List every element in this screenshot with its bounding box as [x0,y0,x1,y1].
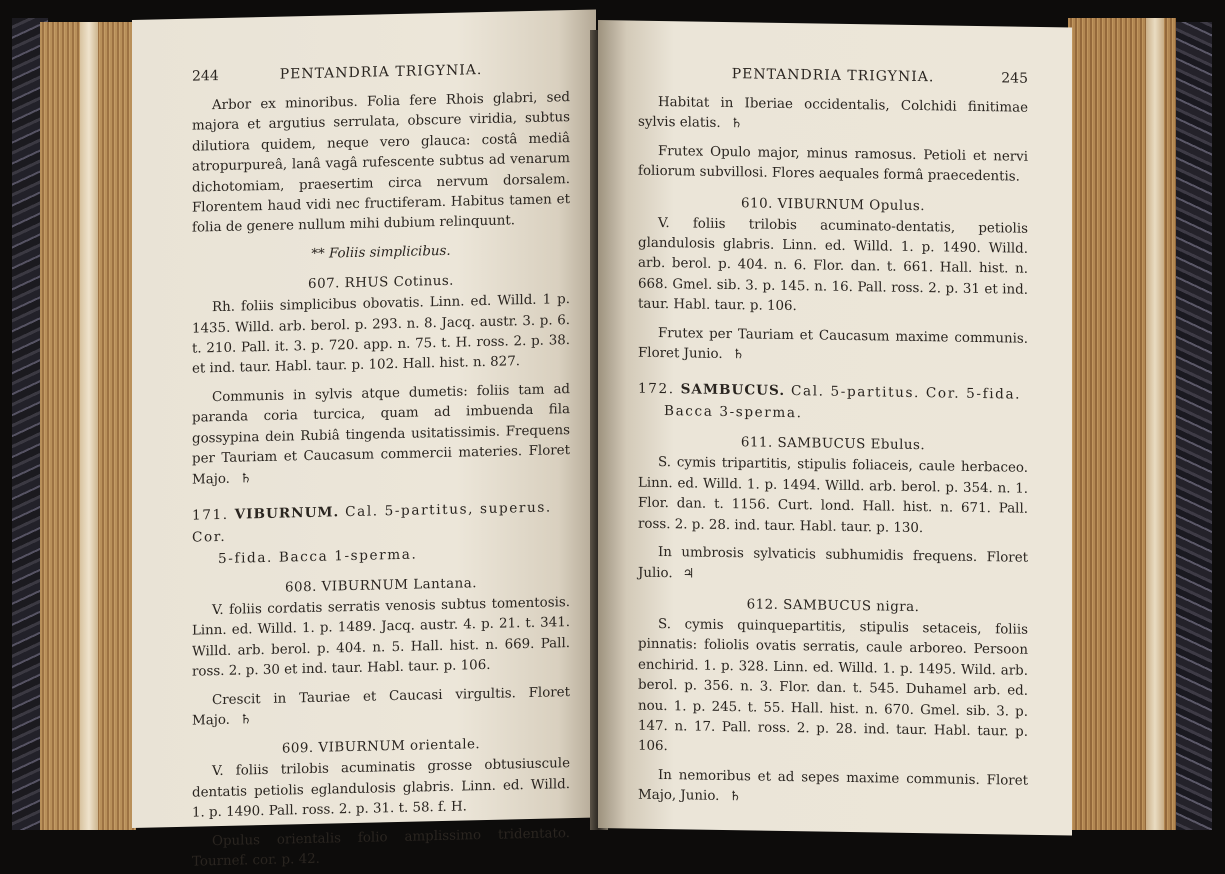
left-running-title: PENTANDRIA TRIGYNIA. [279,62,483,83]
right-page-number: 245 [1001,70,1028,87]
subsection-heading: ** Foliis simplicibus. [311,243,451,262]
entry-607-habitat: Communis in sylvis atque dumetis: foliis tam ad paranda coria turcica, quam ad imbuenda fila gossypina dein Rubiâ tingenda usitatissimis. Frequens per Tauriam et Caucasum commercii materies. Floret Majo. [192,381,570,488]
genus-viburnum [192,496,570,571]
entry-607-text: Rh. foliis simplicibus obovatis. Linn. ed. Willd. 1 p. 1435. Willd. arb. berol. p. 293. n. 8. Jacq. austr. 3. p. 6. t. 210. Pall. it. 3. p. 720. app. n. 75. t. H. ross. 2. p. 38. et ind. taur. Habl. taur. p. 102. Hall. hist. n. 827. [192,292,570,378]
right-intro-habitat: Habitat in Iberiae occidentalis, Colchidi finitimae sylvis elatis. [638,94,1028,132]
genus-viburnum-number: 171. [192,506,229,524]
genus-sambucus-number: 172. [638,381,675,398]
left-running-head [192,60,570,85]
perennial-symbol-icon: ♃ [682,565,695,582]
right-intro-description: Frutex Opulo major, minus ramosus. Petioli et nervi foliorum subvillosi. Flores aequales formâ praecedentis. [638,143,1028,185]
species-612-habitat: In nemoribus et ad sepes maxime communis. Floret Majo, Junio. [638,767,1028,805]
right-running-title: PENTANDRIA TRIGYNIA. [731,66,935,86]
species-610 [638,194,1028,370]
species-610-text: V. foliis trilobis acuminato-dentatis, petiolis glandulosis glabris. Linn. ed. Willd. 1. p. 1490. Willd. arb. berol. p. 404. n. 6. Flor. dan. t. 661. Hall. hist. n. 668. Gmel. sib. 3. p. 145. n. 16. Pall. ross. 2. p. 31 et ind. taur. Habl. taur. p. 106. [638,215,1028,315]
shrub-symbol-icon: ♄ [239,470,252,487]
species-608-text: V. foliis cordatis serratis venosis subtus tomentosis. Linn. ed. Willd. 1. p. 1489. Jacq. austr. 4. p. 21. t. 341. Willd. arb. berol. p. 404. n. 5. Hall. hist. n. 669. Pall. ross. 2. p. 30 et ind. taur. Habl. taur. p. 106. [192,594,570,680]
species-610-heading: 610. VIBURNUM Opulus. [741,195,925,214]
species-608-heading: 608. VIBURNUM Lantana. [285,576,477,596]
right-running-head [638,65,1028,87]
species-610-habitat: Frutex per Tauriam et Caucasum maxime communis. Floret Junio. [638,325,1028,363]
genus-viburnum-diagnosis-2: 5-fida. Bacca 1-sperma. [218,546,418,567]
species-611-text: S. cymis tripartitis, stipulis foliaceis, caule herbaceo. Linn. ed. Willd. 1. p. 1494. Willd. arb. berol. p. 354. n. 1. Flor. dan. t. 1156. Curt. lond. Hall. hist. n. 671. Pall. ross. 2. p. 28. ind. taur. Habl. taur. p. 130. [638,455,1028,536]
shrub-symbol-icon: ♄ [239,712,252,728]
species-612-text: S. cymis quinquepartitis, stipulis setaceis, foliis pinnatis: foliolis ovatis serratis, caule arboreo. Persoon enchirid. 1. p. 328. Linn. ed. Willd. 1. p. 1495. Wild. arb. berol. p. 356. n. 3. Flor. dan. t. 545. Duhamel arb. ed. nou. 1. p. 245. t. 55. Hall. hist. n. 670. Gmel. sib. 3. p. 147. n. 17. Pall. ross. 2. p. 28. ind. taur. Habl. taur. p. 106. [638,616,1028,755]
shrub-symbol-icon: ♄ [729,789,742,805]
genus-sambucus-diagnosis-2: Bacca 3-sperma. [664,403,803,422]
right-page [598,20,1072,835]
right-marbled-cover [1172,22,1212,830]
species-609 [192,735,570,873]
species-612 [638,596,1028,813]
right-page-edges [1068,18,1176,830]
species-611-habitat: In umbrosis sylvaticis subhumidis frequens. Floret Julio. [638,545,1028,581]
species-609-habitat: Opulus orientalis folio amplissimo tridentato. Tournef. cor. p. 42. [192,825,570,870]
left-intro-paragraph: Arbor ex minoribus. Folia fere Rhois glabri, sed majora et argutius serrulata, obscure viridia, subtus dilutiora quidem, neque vero glauca: costâ mediâ atropurpureâ, lanâ vagâ rufescente subtus ad venarum dichotomiam, praesertim circa nervum dorsalem. Florentem haud vidi nec fructiferam. Habitus tamen et folia de genere nullum mihi dubium relinquunt. [192,90,570,237]
entry-607-heading: 607. RHUS Cotinus. [308,273,454,293]
species-609-text: V. foliis trilobis acuminatis grosse obtusiuscule dentatis petiolis eglandulosis glabris. Linn. ed. Willd. 1. p. 1490. Pall. ross. 2. p. 31. t. 58. f. H. [192,756,570,821]
species-611 [638,434,1028,590]
species-608 [192,574,570,732]
left-page [132,9,596,870]
genus-sambucus-diagnosis-1: Cal. 5-partitus. Cor. 5-fida. [791,383,1022,404]
left-page-number: 244 [192,68,219,85]
species-611-heading: 611. SAMBUCUS Ebulus. [740,435,926,454]
species-608-habitat: Crescit in Tauriae et Caucasi virgultis. Floret Majo. [192,684,570,729]
species-609-heading: 609. VIBURNUM orientale. [281,737,481,757]
entry-607 [192,271,570,490]
genus-sambucus-name: SAMBUCUS. [680,381,786,400]
shrub-symbol-icon: ♄ [732,347,745,363]
left-page-edges [40,22,136,830]
genus-sambucus [638,378,1028,428]
shrub-symbol-icon: ♄ [730,116,743,132]
genus-viburnum-name: VIBURNUM. [234,504,340,523]
species-612-heading: 612. SAMBUCUS nigra. [746,597,920,615]
genus-viburnum-diagnosis-1: Cal. 5-partitus, superus. Cor. [192,499,552,546]
